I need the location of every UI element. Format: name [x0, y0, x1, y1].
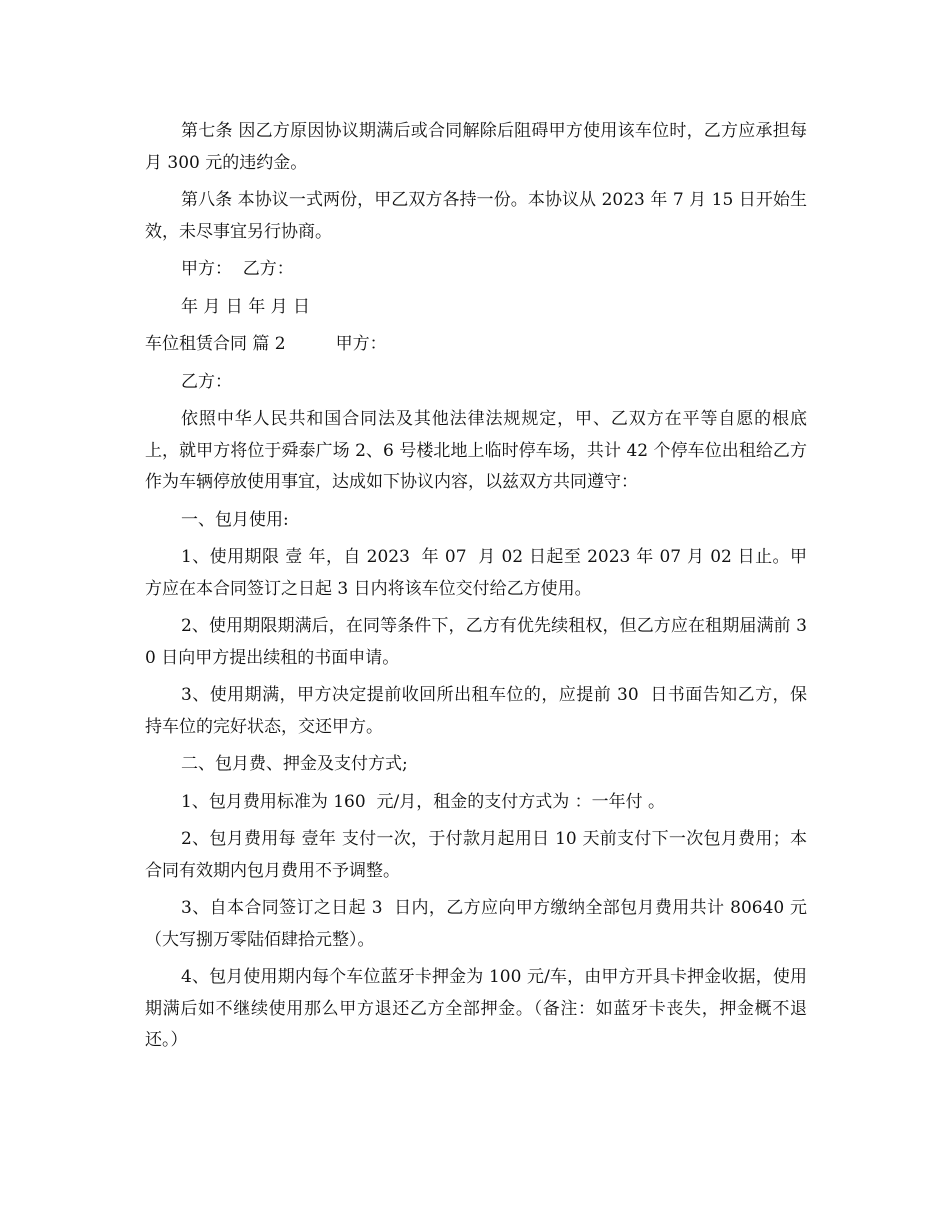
- signature-dates-line: 年 月 日 年 月 日: [181, 296, 311, 317]
- party-b-line: 乙方：: [181, 371, 232, 392]
- document-body: [145, 116, 807, 1063]
- intro-paragraph: 依照中华人民共和国合同法及其他法律法规规定，甲、乙双方在平等自愿的根底上，就甲方将位于舜泰广场 2、6 号楼北地上临时停车场，共计 42 个停车位出租给乙方作为车辆停放使用事宜，达成如下协议内容，以兹双方共同遵守：: [145, 409, 807, 492]
- clause-2-4: 4、包月使用期内每个车位蓝牙卡押金为 100 元/车，由甲方开具卡押金收据，使用期满后如不继续使用那么甲方退还乙方全部押金。（备注：如蓝牙卡丧失，押金概不退还。）: [145, 967, 807, 1050]
- heading-monthly-use: 一、包月使用:: [181, 509, 289, 530]
- clause-1-1: 1、使用期限 壹 年，自 2023 年 07 月 02 日起至 2023 年 07 月 02 日止。甲方应在本合同签订之日起 3 日内将该车位交付给乙方使用。: [145, 547, 807, 599]
- section-2-title: 车位租赁合同 篇 2: [145, 334, 286, 354]
- clause-1-3: 3、使用期满，甲方决定提前收回所出租车位的，应提前 30 日书面告知乙方，保持车位的完好状态，交还甲方。: [145, 685, 807, 737]
- section-2-header-line: [145, 329, 807, 361]
- heading-fees-deposit: 二、包月费、押金及支付方式;: [181, 754, 408, 774]
- signature-parties-line: 甲方： 乙方：: [181, 259, 294, 279]
- section-2-party-a: 甲方：: [335, 334, 387, 354]
- article-8-paragraph: 第八条 本协议一式两份，甲乙双方各持一份。本协议从 2023 年 7 月 15 日开始生效，未尽事宜另行协商。: [145, 190, 807, 242]
- article-7-paragraph: 第七条 因乙方原因协议期满后或合同解除后阻碍甲方使用该车位时，乙方应承担每月 300 元的违约金。: [145, 121, 807, 173]
- clause-2-2: 2、包月费用每 壹年 支付一次，于付款月起用日 10 天前支付下一次包月费用；本合同有效期内包月费用不予调整。: [145, 829, 807, 881]
- clause-2-1: 1、包月费用标准为 160 元/月，租金的支付方式为 ：一年付 。: [181, 791, 666, 812]
- clause-1-2: 2、使用期限期满后，在同等条件下，乙方有优先续租权，但乙方应在租期届满前 30 日向甲方提出续租的书面申请。: [145, 616, 807, 668]
- clause-2-3: 3、自本合同签订之日起 3 日内，乙方应向甲方缴纳全部包月费用共计 80640 元（大写捌万零陆佰肆拾元整）。: [145, 898, 807, 950]
